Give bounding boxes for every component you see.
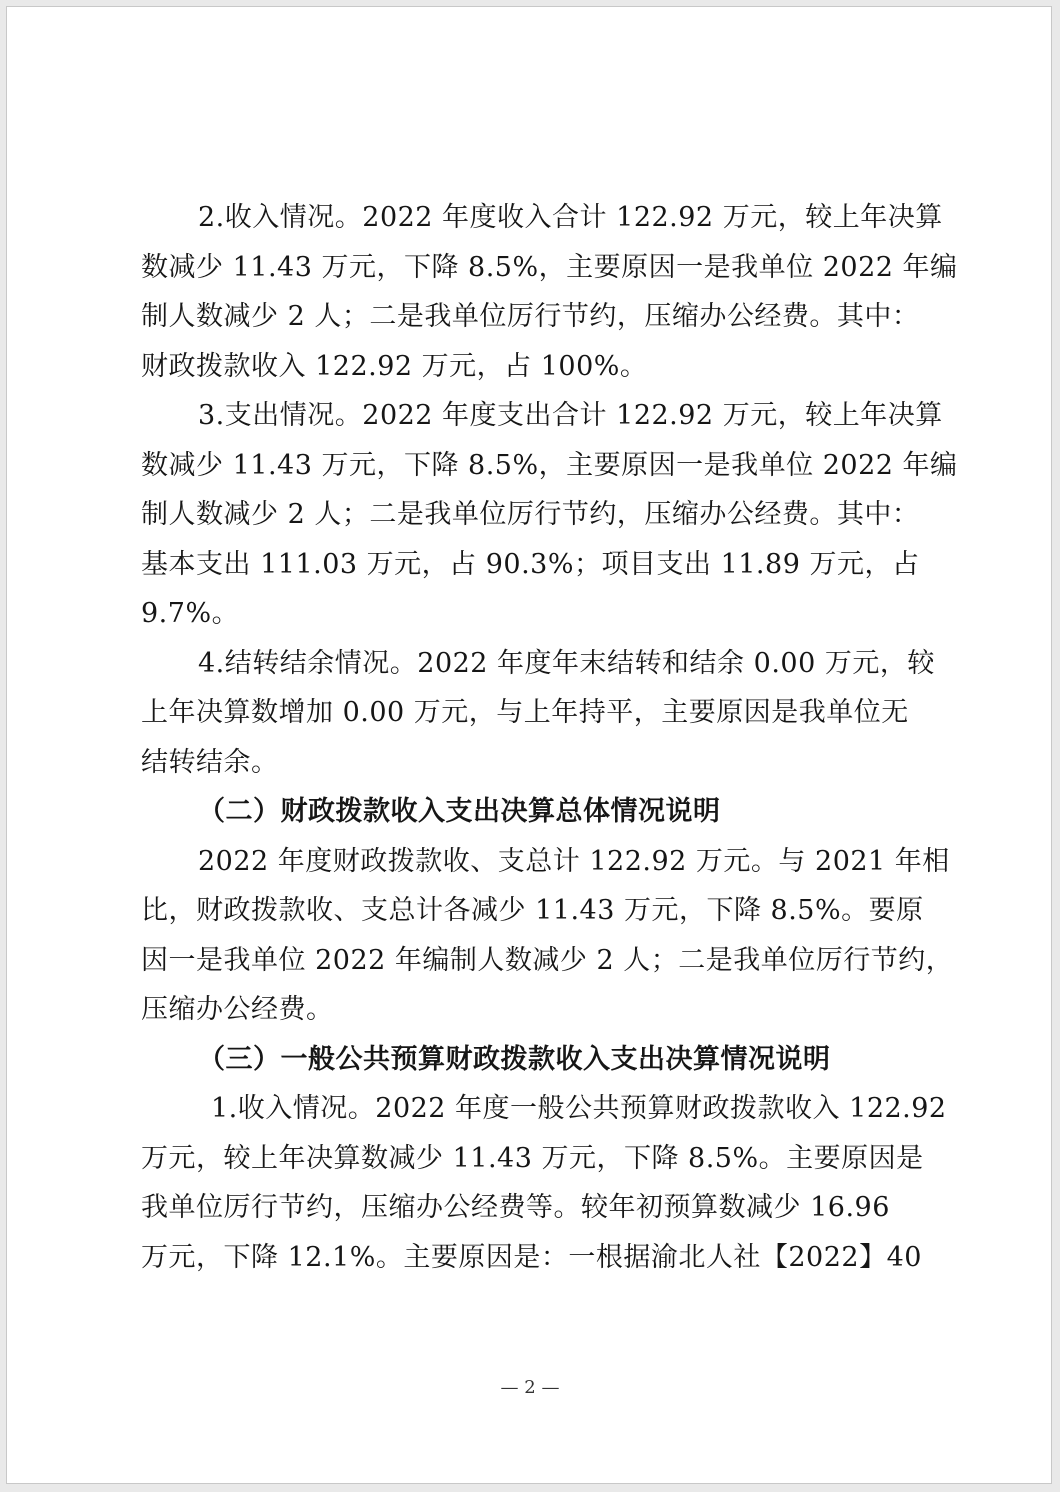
expense-paragraph-line-3: 制人数减少 2 人；二是我单位厉行节约，压缩办公经费。其中：	[141, 499, 920, 530]
page-number: — 2 —	[500, 1377, 560, 1398]
income-paragraph-line-1: 2.收入情况。2022 年度收入合计 122.92 万元，较上年决算	[198, 202, 943, 233]
section-heading-3: （三）一般公共预算财政拨款收入支出决算情况说明	[198, 1043, 831, 1075]
income-paragraph-line-4: 财政拨款收入 122.92 万元，占 100%。	[141, 350, 648, 382]
general-budget-line-1: 1.收入情况。2022 年度一般公共预算财政拨款收入 122.92	[211, 1093, 947, 1124]
section-heading-2: （二）财政拨款收入支出决算总体情况说明	[198, 796, 721, 827]
general-budget-line-2: 万元，较上年决算数减少 11.43 万元，下降 8.5%。主要原因是	[141, 1142, 924, 1174]
expense-paragraph-line-5: 9.7%。	[141, 598, 240, 629]
carryover-paragraph-line-3: 结转结余。	[141, 746, 279, 778]
income-paragraph-line-3: 制人数减少 2 人；二是我单位厉行节约，压缩办公经费。其中：	[141, 301, 920, 332]
carryover-paragraph-line-1: 4.结转结余情况。2022 年度年末结转和结余 0.00 万元，较	[198, 647, 935, 679]
general-budget-line-3: 我单位厉行节约，压缩办公经费等。较年初预算数减少 16.96	[141, 1192, 890, 1223]
income-paragraph-line-2: 数减少 11.43 万元，下降 8.5%，主要原因一是我单位 2022 年编	[141, 251, 958, 283]
fiscal-summary-line-2: 比，财政拨款收、支总计各减少 11.43 万元，下降 8.5%。要原	[141, 895, 924, 926]
fiscal-summary-line-3: 因一是我单位 2022 年编制人数减少 2 人；二是我单位厉行节约，	[141, 944, 954, 976]
general-budget-line-4: 万元，下降 12.1%。主要原因是：一根据渝北人社【2022】40	[141, 1241, 922, 1273]
fiscal-summary-line-1: 2022 年度财政拨款收、支总计 122.92 万元。与 2021 年相	[198, 845, 950, 877]
fiscal-summary-line-4: 压缩办公经费。	[141, 994, 334, 1025]
expense-paragraph-line-1: 3.支出情况。2022 年度支出合计 122.92 万元，较上年决算	[198, 400, 943, 431]
document-body	[141, 193, 958, 1282]
carryover-paragraph-line-2: 上年决算数增加 0.00 万元，与上年持平，主要原因是我单位无	[141, 697, 909, 728]
expense-paragraph-line-4: 基本支出 111.03 万元，占 90.3%；项目支出 11.89 万元，占	[141, 548, 920, 580]
expense-paragraph-line-2: 数减少 11.43 万元，下降 8.5%，主要原因一是我单位 2022 年编	[141, 449, 958, 481]
